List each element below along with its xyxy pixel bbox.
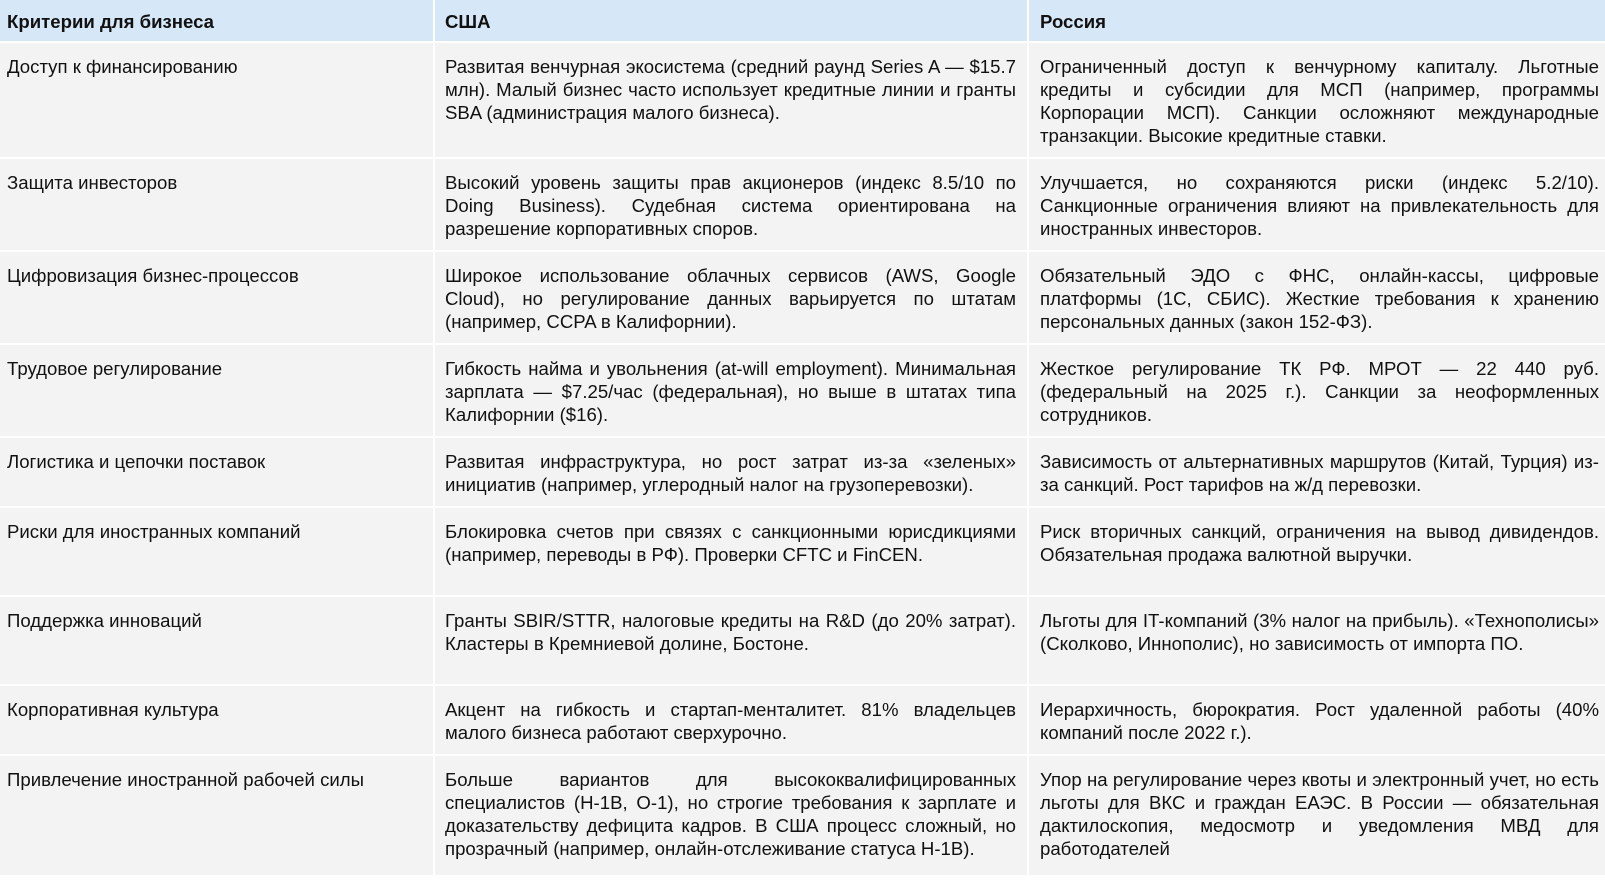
usa-cell: Широкое использование облачных сервисов (AWS, Google Cloud), но регулирование данных варьируется по штатам (например, CCPA в Калифорнии).	[434, 251, 1028, 344]
table-row	[0, 251, 1605, 344]
table-row	[0, 755, 1605, 875]
table-row	[0, 596, 1605, 685]
usa-cell: Больше вариантов для высококвалифицированных специалистов (H-1B, O-1), но строгие требования к зарплате и доказательству дефицита кадров. В США процесс сложный, но прозрачный (например, онлайн-отслеживание статуса H-1B).	[434, 755, 1028, 875]
criterion-cell: Логистика и цепочки поставок	[0, 437, 434, 507]
russia-cell: Обязательный ЭДО с ФНС, онлайн-кассы, цифровые платформы (1С, СБИС). Жесткие требования к хранению персональных данных (закон 152-ФЗ).	[1028, 251, 1605, 344]
usa-cell: Акцент на гибкость и стартап-менталитет. 81% владельцев малого бизнеса работают сверхурочно.	[434, 685, 1028, 755]
table-header-row	[0, 0, 1605, 42]
usa-cell: Высокий уровень защиты прав акционеров (индекс 8.5/10 по Doing Business). Судебная система ориентирована на разрешение корпоративных споров.	[434, 158, 1028, 251]
russia-cell: Риск вторичных санкций, ограничения на вывод дивидендов. Обязательная продажа валютной выручки.	[1028, 507, 1605, 596]
criterion-cell: Поддержка инноваций	[0, 596, 434, 685]
usa-cell: Блокировка счетов при связях с санкционными юрисдикциями (например, переводы в РФ). Проверки CFTC и FinCEN.	[434, 507, 1028, 596]
russia-cell: Упор на регулирование через квоты и электронный учет, но есть льготы для ВКС и граждан ЕАЭС. В России — обязательная дактилоскопия, медосмотр и уведомления МВД для работодателей	[1028, 755, 1605, 875]
table-row	[0, 42, 1605, 158]
criterion-cell: Трудовое регулирование	[0, 344, 434, 437]
criterion-cell: Корпоративная культура	[0, 685, 434, 755]
criterion-cell: Риски для иностранных компаний	[0, 507, 434, 596]
table-row	[0, 158, 1605, 251]
russia-cell: Льготы для IT-компаний (3% налог на прибыль). «Технополисы» (Сколково, Иннополис), но зависимость от импорта ПО.	[1028, 596, 1605, 685]
criterion-cell: Защита инвесторов	[0, 158, 434, 251]
criterion-cell: Доступ к финансированию	[0, 42, 434, 158]
header-russia: Россия	[1028, 0, 1605, 42]
usa-cell: Гранты SBIR/STTR, налоговые кредиты на R&D (до 20% затрат). Кластеры в Кремниевой долине, Бостоне.	[434, 596, 1028, 685]
table-row	[0, 344, 1605, 437]
header-usa: США	[434, 0, 1028, 42]
russia-cell: Ограниченный доступ к венчурному капиталу. Льготные кредиты и субсидии для МСП (например, программы Корпорации МСП). Санкции осложняют международные транзакции. Высокие кредитные ставки.	[1028, 42, 1605, 158]
criterion-cell: Привлечение иностранной рабочей силы	[0, 755, 434, 875]
russia-cell: Улучшается, но сохраняются риски (индекс 5.2/10). Санкционные ограничения влияют на привлекательность для иностранных инвесторов.	[1028, 158, 1605, 251]
russia-cell: Зависимость от альтернативных маршрутов (Китай, Турция) из-за санкций. Рост тарифов на ж/д перевозки.	[1028, 437, 1605, 507]
criterion-cell: Цифровизация бизнес-процессов	[0, 251, 434, 344]
table-row	[0, 507, 1605, 596]
table-row	[0, 437, 1605, 507]
usa-cell: Развитая инфраструктура, но рост затрат из-за «зеленых» инициатив (например, углеродный налог на грузоперевозки).	[434, 437, 1028, 507]
usa-cell: Гибкость найма и увольнения (at-will employment). Минимальная зарплата — $7.25/час (федеральная), но выше в штатах типа Калифорнии ($16).	[434, 344, 1028, 437]
header-criteria: Критерии для бизнеса	[0, 0, 434, 42]
table-row	[0, 685, 1605, 755]
russia-cell: Иерархичность, бюрократия. Рост удаленной работы (40% компаний после 2022 г.).	[1028, 685, 1605, 755]
russia-cell: Жесткое регулирование ТК РФ. МРОТ — 22 440 руб. (федеральный на 2025 г.). Санкции за неоформленных сотрудников.	[1028, 344, 1605, 437]
usa-cell: Развитая венчурная экосистема (средний раунд Series A — $15.7 млн). Малый бизнес часто использует кредитные линии и гранты SBA (администрация малого бизнеса).	[434, 42, 1028, 158]
